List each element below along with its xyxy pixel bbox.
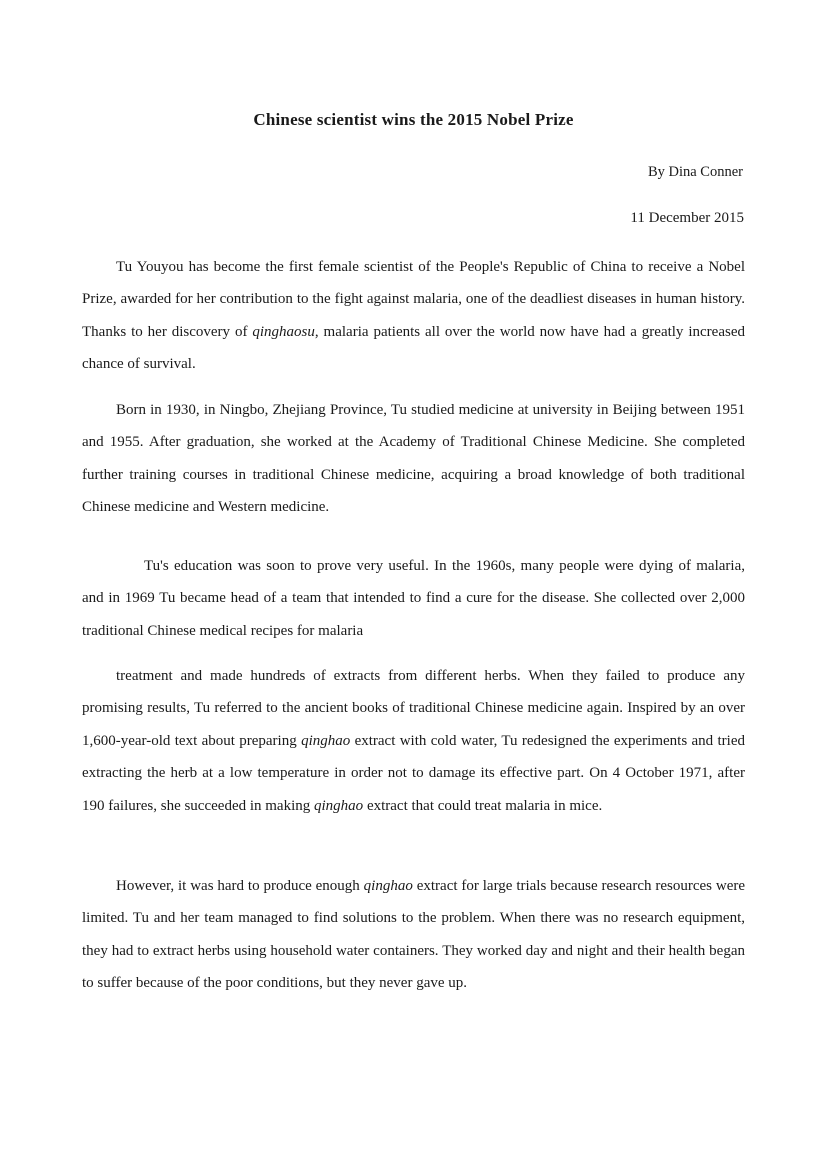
term-qinghao: qinghao (314, 797, 364, 814)
paragraph-3b-text-a: treatment and made hundreds of extracts from different herbs. When they failed to produce any promising results, Tu referred to the ancient books of traditional Chinese medicine again. Inspired by an over 1,600-year-old text about preparing (82, 668, 745, 749)
article-date: 11 December 2015 (630, 210, 744, 226)
paragraph-1-text-a: Tu Youyou has become the first female scientist of the People's Republic of China to receive a Nobel Prize, awarded for her contribution to the fight against malaria, one of the deadliest diseases in human history. Thanks to her discovery of (82, 259, 745, 340)
paragraph-3b-text-c: extract that could treat malaria in mice. (363, 797, 603, 814)
article-title: Chinese scientist wins the 2015 Nobel Prize (253, 110, 574, 129)
paragraph-1-text-b: , malaria patients all over the world now have had a greatly increased chance of survival. (82, 323, 745, 373)
article-byline: By Dina Conner (647, 164, 743, 180)
paragraph-4-text-b: extract for large trials because research resources were limited. Tu and her team managed to find solutions to the problem. When there was no research equipment, they had to extract herbs using household water containers. They worked day and night and their health began to suffer because of the poor conditions, but they never gave up. (82, 878, 746, 992)
paragraph-4-text-a: However, it was hard to produce enough (116, 878, 364, 894)
term-qinghao: qinghao (301, 732, 351, 749)
paragraph-3b-text-b: extract with cold water, Tu redesigned the experiments and tried extracting the herb at a low temperature in order not to damage its effective part. On 4 October 1971, after 190 failures, she succeeded in making (82, 732, 745, 814)
paragraph-3-continued (82, 660, 745, 822)
paragraph-3: Tu's education was soon to prove very useful. In the 1960s, many people were dying of malaria, and in 1969 Tu became head of a team that intended to find a cure for the disease. She collected over 2,000 traditional Chinese medical recipes for malaria (82, 558, 745, 639)
paragraph-4 (82, 870, 745, 1000)
paragraph-1 (82, 251, 745, 381)
term-qinghao: qinghao (363, 878, 413, 894)
paragraph-2: Born in 1930, in Ningbo, Zhejiang Province, Tu studied medicine at university in Beijing between 1951 and 1955. After graduation, she worked at the Academy of Traditional Chinese Medicine. She completed further training courses in traditional Chinese medicine, acquiring a broad knowledge of both traditional Chinese medicine and Western medicine. (82, 402, 745, 516)
term-qinghaosu: qinghaosu (252, 323, 315, 340)
